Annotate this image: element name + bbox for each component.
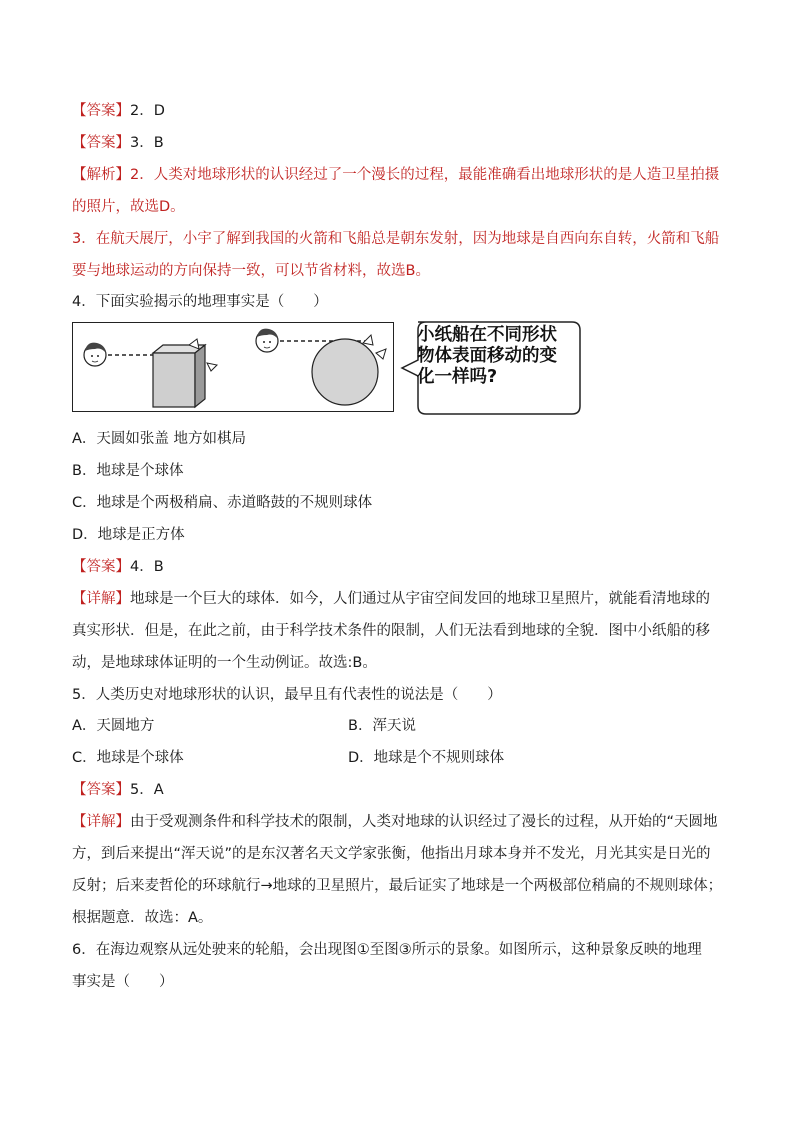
answer-text: 5．A [130,782,164,798]
detail-text: 由于受观测条件和科学技术的限制，人类对地球的认识经过了漫长的过程，从开始的“天圆地 [130,814,718,830]
experiment-figure [72,322,394,412]
detail-5-line-2: 方，到后来提出“浑天说”的是东汉著名天文学家张衡，他指出月球本身并不发光，月光其实是日光的 [72,846,711,862]
detail-tag: 【详解】 [72,591,130,607]
q4-option-b[interactable]: B．地球是个球体 [72,463,184,479]
q5-option-c[interactable]: C．地球是个球体 [72,750,184,766]
answer-tag: 【答案】 [72,135,130,151]
q4-option-c[interactable]: C．地球是个两极稍扁、赤道略鼓的不规则球体 [72,495,373,511]
detail-4-line-1 [72,589,710,609]
answer-2 [72,101,165,121]
explanation-tag: 【解析】 [72,167,130,183]
detail-5-line-1 [72,812,718,832]
answer-tag: 【答案】 [72,103,130,119]
q5-option-b[interactable]: B．浑天说 [348,718,416,734]
detail-5-line-3: 反射；后来麦哲伦的环球航行→地球的卫星照片，最后证实了地球是一个两极部位稍扁的不规则球体； [72,878,723,894]
speech-bubble [400,320,582,416]
detail-tag: 【详解】 [72,814,130,830]
answer-text: 2．D [130,103,165,119]
answer-text: 4．B [130,559,164,575]
person-head-icon-left [84,343,106,366]
detail-5-line-4: 根据题意．故选：A。 [72,910,213,926]
person-head-icon-right [256,329,278,352]
question-6-line-1: 6．在海边观察从远处驶来的轮船，会出现图①至图③所示的景象。如图所示，这种景象反映的地理 [72,942,702,958]
experiment-drawing [73,323,392,410]
explanation-line-2: 的照片，故选D。 [72,199,185,215]
answer-tag: 【答案】 [72,782,130,798]
detail-text: 地球是一个巨大的球体．如今，人们通过从宇宙空间发回的地球卫星照片，就能看清地球的 [130,591,710,607]
q4-option-d[interactable]: D．地球是正方体 [72,527,185,543]
explanation-text: 2．人类对地球形状的认识经过了一个漫长的过程，最能准确看出地球形状的是人造卫星拍摄 [130,167,720,183]
q4-option-a[interactable]: A．天圆如张盖 地方如棋局 [72,431,247,447]
answer-tag: 【答案】 [72,559,130,575]
explanation-line-4: 要与地球运动的方向保持一致，可以节省材料，故选B。 [72,263,430,279]
question-5-stem: 5．人类历史对地球形状的认识，最早且有代表性的说法是（ ） [72,687,502,703]
q5-option-a[interactable]: A．天圆地方 [72,718,155,734]
explanation-line-3: 3．在航天展厅，小宇了解到我国的火箭和飞船总是朝东发射，因为地球是自西向东自转，火箭和飞船 [72,231,720,247]
sphere-globe [312,339,378,405]
q5-option-d[interactable]: D．地球是个不规则球体 [348,750,505,766]
detail-4-line-2: 真实形状．但是，在此之前，由于科学技术条件的限制，人们无法看到地球的全貌．图中小纸船的移 [72,623,710,639]
answer-3 [72,133,164,153]
detail-4-line-3: 动，是地球球体证明的一个生动例证。故选:B。 [72,655,377,671]
explanation-line-1 [72,165,719,185]
answer-text: 3．B [130,135,164,151]
speech-bubble-text: 小纸船在不同形状物体表面移动的变化一样吗? [417,325,557,387]
answer-5 [72,780,164,800]
question-6-line-2: 事实是（ ） [72,974,174,990]
answer-4 [72,557,164,577]
cube-block [153,345,205,407]
question-4-stem: 4．下面实验揭示的地理事实是（ ） [72,294,328,310]
